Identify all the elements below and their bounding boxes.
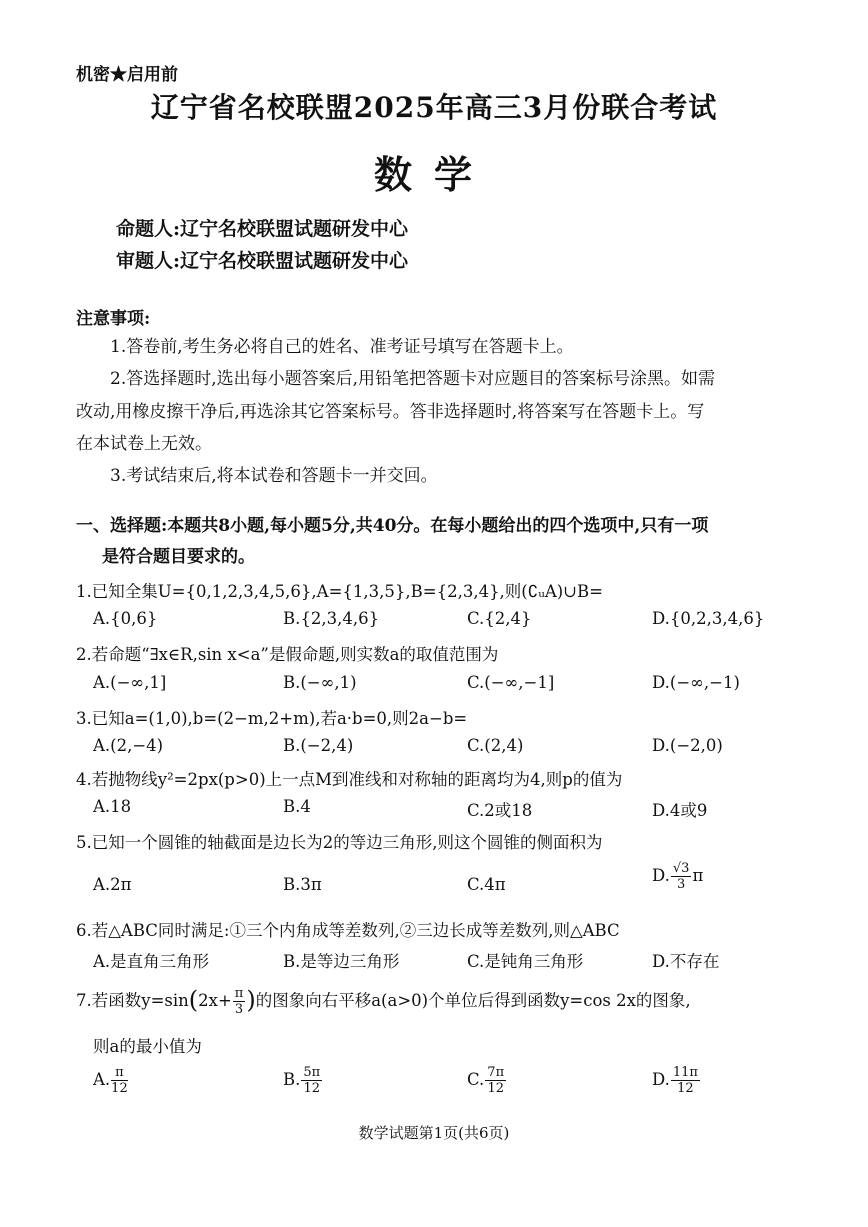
- question-4-option-c: C.2或18: [467, 801, 533, 820]
- question-3-option-c: C.(2,4): [467, 736, 524, 755]
- q7-stem-post: 的图象向右平移a(a>0)个单位后得到函数y=cos 2x的图象,: [255, 991, 691, 1010]
- setter-line: 命题人:辽宁名校联盟试题研发中心: [116, 218, 409, 240]
- numerator: π: [234, 986, 244, 1001]
- notice-heading: 注意事项:: [76, 309, 151, 329]
- numerator: 11π: [672, 1065, 698, 1080]
- question-5-stem: 5.已知一个圆锥的轴截面是边长为2的等边三角形,则这个圆锥的侧面积为: [76, 833, 603, 852]
- question-6-option-b: B.是等边三角形: [283, 952, 400, 971]
- fraction: [485, 1066, 506, 1095]
- section-heading-line-2: 是符合题目要求的。: [102, 547, 255, 567]
- question-2-option-b: B.(−∞,1): [283, 673, 357, 692]
- reviewer-line: 审题人:辽宁名校联盟试题研发中心: [116, 250, 409, 272]
- right-paren: ): [246, 986, 256, 1014]
- denominator: 12: [303, 1081, 321, 1096]
- question-5-option-b: B.3π: [283, 875, 322, 894]
- question-6-option-a: A.是直角三角形: [93, 952, 210, 971]
- numerator: √3: [672, 861, 690, 876]
- question-1-option-c: C.{2,4}: [467, 609, 532, 628]
- exam-title: 辽宁省名校联盟2025年高三3月份联合考试: [150, 91, 718, 124]
- fraction: [233, 987, 246, 1016]
- fraction: [671, 862, 692, 891]
- section-heading-line-1: 一、选择题:本题共8小题,每小题5分,共40分。在每小题给出的四个选项中,只有一项: [76, 516, 709, 536]
- notice-item-2-line-2: 改动,用橡皮擦干净后,再选涂其它答案标号。答非选择题时,将答案写在答题卡上。写: [76, 402, 705, 422]
- denominator: 12: [677, 1081, 694, 1096]
- question-5-option-d: [652, 862, 703, 891]
- numerator: π: [111, 1066, 128, 1081]
- question-7-option-a: [93, 1066, 129, 1095]
- question-7-stem: [76, 986, 691, 1016]
- fraction: [301, 1066, 322, 1095]
- question-2-option-a: A.(−∞,1]: [93, 673, 167, 692]
- notice-item-2-line-3: 在本试卷上无效。: [76, 434, 212, 454]
- question-2-option-d: D.(−∞,−1): [652, 673, 740, 692]
- question-2-stem: 2.若命题“∃x∈R,sin x<a”是假命题,则实数a的取值范围为: [76, 645, 499, 664]
- question-6-option-d: D.不存在: [652, 952, 720, 971]
- denominator: 3: [677, 877, 686, 892]
- option-prefix: B.: [283, 1070, 301, 1089]
- question-4-stem: 4.若抛物线y²=2px(p>0)上一点M到准线和对称轴的距离均为4,则p的值为: [76, 770, 623, 789]
- question-1-option-a: A.{0,6}: [93, 609, 158, 628]
- numerator: 5π: [303, 1065, 321, 1080]
- question-4-option-b: B.4: [283, 797, 311, 816]
- question-7-option-d: [652, 1066, 701, 1095]
- denominator: 12: [111, 1081, 128, 1096]
- option-prefix: A.: [93, 1070, 111, 1089]
- fraction: [671, 1066, 700, 1095]
- question-3-option-b: B.(−2,4): [283, 736, 354, 755]
- question-7-option-b: [283, 1066, 323, 1095]
- option-prefix: C.: [467, 1070, 485, 1089]
- fraction: [111, 1066, 128, 1095]
- notice-item-2-line-1: 2.答选择题时,选出每小题答案后,用铅笔把答题卡对应题目的答案标号涂黑。如需: [110, 369, 716, 389]
- option-d-prefix: D.: [652, 866, 670, 885]
- question-4-option-d: D.4或9: [652, 801, 708, 820]
- subject-title: 数学: [373, 152, 494, 197]
- question-5-option-a: A.2π: [93, 875, 132, 894]
- option-d-suffix: π: [692, 866, 704, 885]
- question-1-stem: 1.已知全集U={0,1,2,3,4,5,6},A={1,3,5},B={2,3,4},则(∁ᵤA)∪B=: [76, 582, 603, 601]
- confidential-label: 机密★启用前: [76, 65, 178, 85]
- question-3-option-a: A.(2,−4): [93, 736, 164, 755]
- question-6-option-c: C.是钝角三角形: [467, 952, 584, 971]
- q7-stem-arg: 2x+: [198, 991, 232, 1010]
- question-3-stem: 3.已知a=(1,0),b=(2−m,2+m),若a·b=0,则2a−b=: [76, 709, 468, 728]
- denominator: 12: [487, 1081, 504, 1096]
- notice-item-1: 1.答卷前,考生务必将自己的姓名、准考证号填写在答题卡上。: [110, 337, 574, 357]
- question-1-option-b: B.{2,3,4,6}: [283, 609, 380, 628]
- question-5-option-c: C.4π: [467, 875, 506, 894]
- q7-stem-pre: 7.若函数y=sin: [76, 991, 189, 1010]
- option-prefix: D.: [652, 1070, 670, 1089]
- numerator: 7π: [487, 1065, 505, 1080]
- question-4-option-a: A.18: [93, 797, 132, 816]
- question-1-option-d: D.{0,2,3,4,6}: [652, 609, 765, 628]
- page-footer: 数学试题第1页(共6页): [358, 1124, 510, 1142]
- question-6-stem: 6.若△ABC同时满足:①三个内角成等差数列,②三边长成等差数列,则△ABC: [76, 921, 620, 940]
- question-7-stem-line-2: 则a的最小值为: [93, 1037, 202, 1056]
- question-2-option-c: C.(−∞,−1]: [467, 673, 555, 692]
- notice-item-3: 3.考试结束后,将本试卷和答题卡一并交回。: [110, 466, 438, 486]
- question-3-option-d: D.(−2,0): [652, 736, 723, 755]
- denominator: 3: [234, 1002, 244, 1017]
- left-paren: (: [188, 986, 199, 1014]
- question-7-option-c: [467, 1066, 507, 1095]
